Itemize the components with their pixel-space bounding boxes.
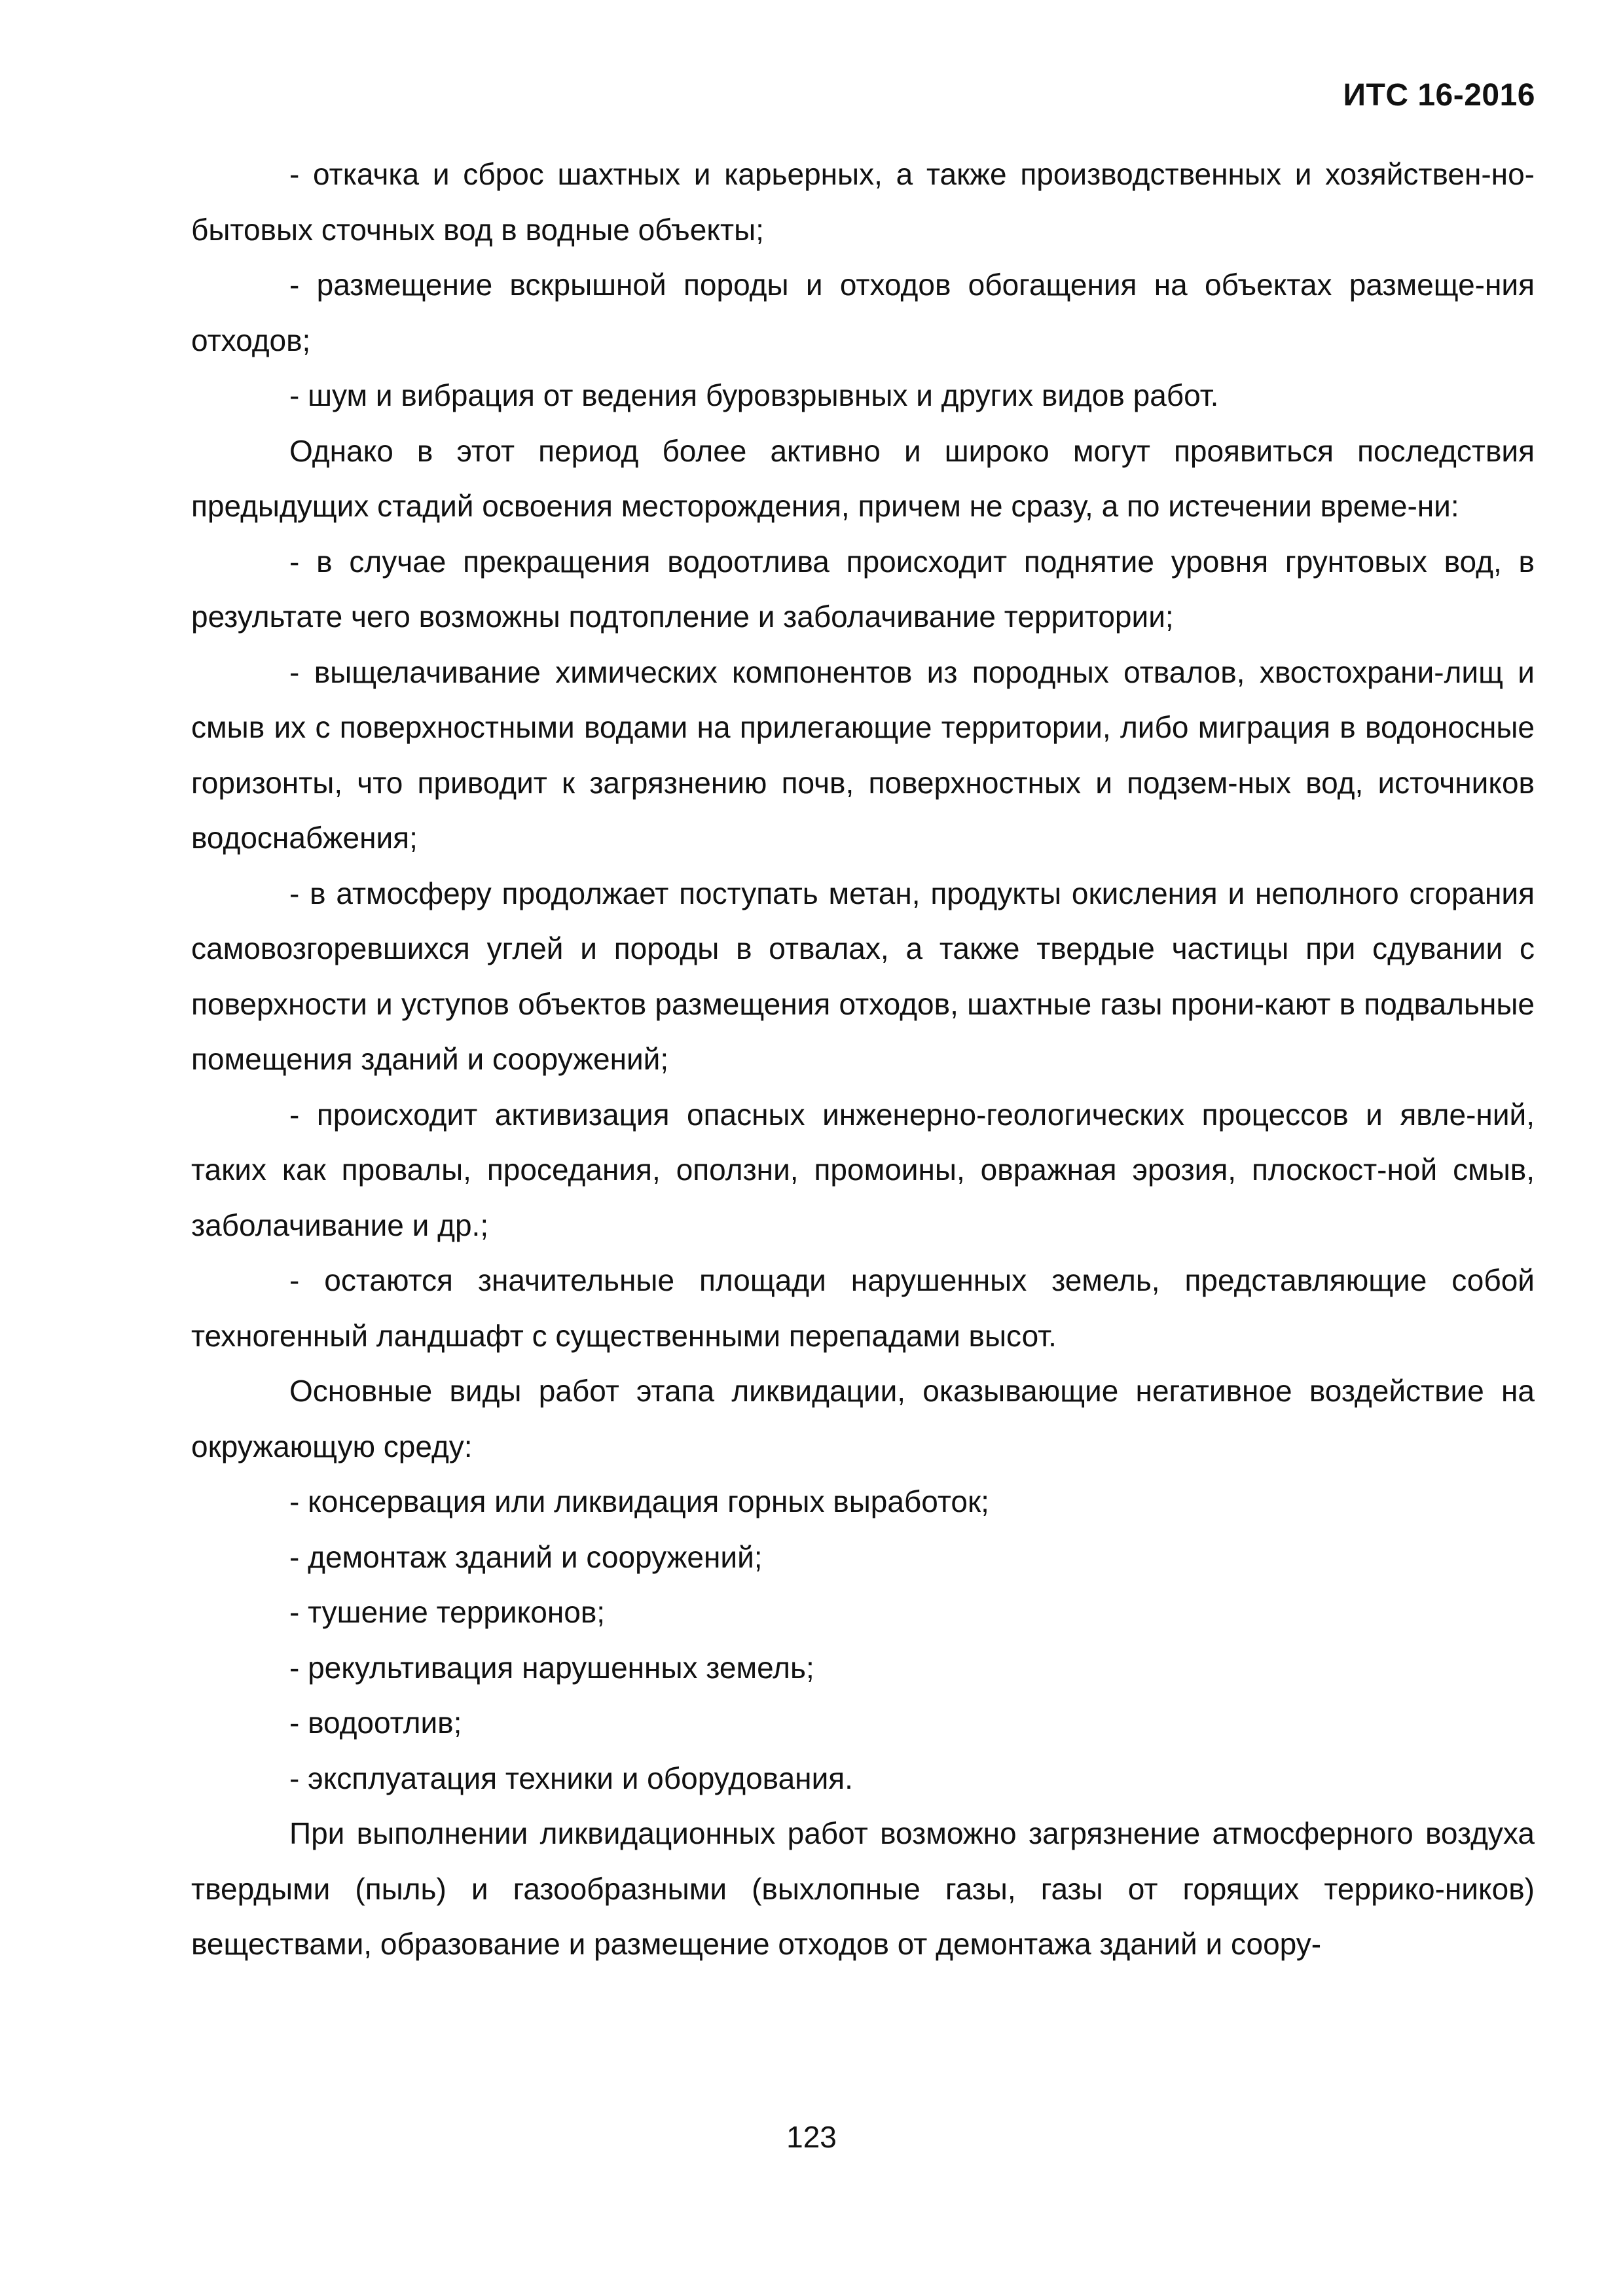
list-item: - происходит активизация опасных инженерно-геологических процессов и явле-ний, таких как провалы, проседания, оползни, промоины, овражная эрозия, плоскост-ной смыв, заболачивание и др.; [191, 1097, 1535, 1242]
list-item: - остаются значительные площади нарушенных земель, представляющие собой техногенный ландшафт с существенными перепадами высот. [191, 1263, 1535, 1353]
list-item: - эксплуатация техники и оборудования. [289, 1761, 853, 1795]
list-item: - шум и вибрация от ведения буровзрывных и других видов работ. [289, 378, 1219, 412]
body-paragraph: Однако в этот период более активно и широко могут проявиться последствия предыдущих стадий освоения месторождения, причем не сразу, а по истечении време-ни: [191, 433, 1535, 523]
list-item: - демонтаж зданий и сооружений; [289, 1539, 763, 1574]
list-item: - в случае прекращения водоотлива происходит поднятие уровня грунтовых вод, в результате чего возможны подтопление и заболачивание территории; [191, 544, 1535, 634]
list-item: - размещение вскрышной породы и отходов обогащения на объектах размеще-ния отходов; [191, 268, 1535, 357]
page-number: 123 [786, 2120, 837, 2154]
body-paragraph: При выполнении ликвидационных работ возможно загрязнение атмосферного воздуха твердыми (пыль) и газообразными (выхлопные газы, газы от горящих террико-ников) веществами, образование и размещение отходов от демонтажа зданий и соору- [191, 1816, 1535, 1961]
list-item: - водоотлив; [289, 1706, 462, 1740]
list-item: - консервация или ликвидация горных выработок; [289, 1484, 989, 1518]
body-paragraph: Основные виды работ этапа ликвидации, оказывающие негативное воздействие на окружающую среду: [191, 1374, 1535, 1463]
list-item: - откачка и сброс шахтных и карьерных, а также производственных и хозяйствен-но-бытовых сточных вод в водные объекты; [191, 157, 1535, 247]
list-item: - рекультивация нарушенных земель; [289, 1650, 814, 1685]
document-body [191, 147, 1535, 1972]
list-item: - выщелачивание химических компонентов из породных отвалов, хвостохрани-лищ и смыв их с поверхностными водами на прилегающие территории, либо миграция в водоносные горизонты, что приводит к загрязнению почв, поверхностных и подзем-ных вод, источников водоснабжения; [191, 655, 1535, 855]
list-item: - тушение терриконов; [289, 1595, 606, 1629]
document-code-header: ИТС 16-2016 [1343, 78, 1535, 113]
list-item: - в атмосферу продолжает поступать метан, продукты окисления и неполного сгорания самовозгоревшихся углей и породы в отвалах, а также твердые частицы при сдувании с поверхности и уступов объектов размещения отходов, шахтные газы прони-кают в подвальные помещения зданий и сооружений; [191, 876, 1535, 1076]
